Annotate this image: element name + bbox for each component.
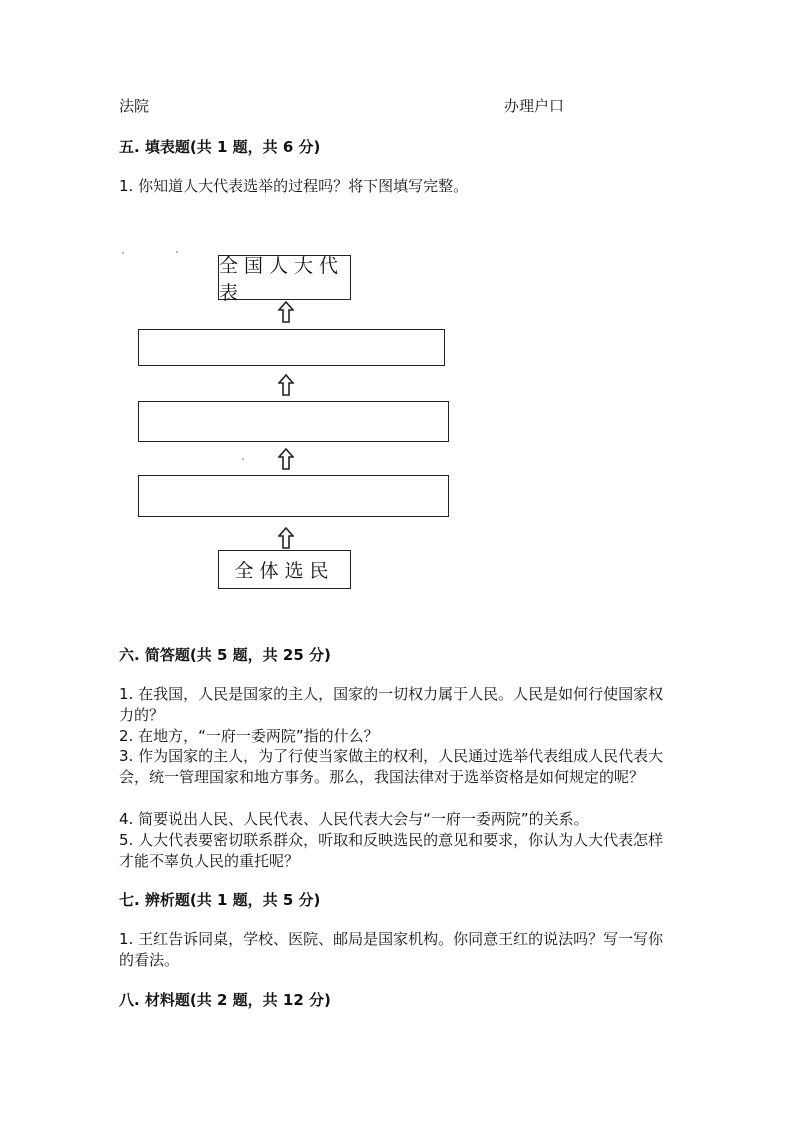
section6-question-3: 3. 作为国家的主人，为了行使当家做主的权利，人民通过选举代表组成人民代表大会，统一管理国家和地方事务。那么，我国法律对于选举资格是如何规定的呢？ [119, 747, 664, 786]
scan-speck [122, 252, 124, 254]
scan-speck [242, 458, 244, 460]
section7-question-1: 1. 王红告诉同桌，学校、医院、邮局是国家机构。你同意王红的说法吗？写一写你的看法。 [119, 930, 664, 969]
section6-question-1: 1. 在我国，人民是国家的主人，国家的一切权力属于人民。人民是如何行使国家权力的？ [119, 685, 664, 724]
prev-answer-court: 法院 [119, 97, 150, 115]
blank-box-county[interactable] [138, 475, 449, 517]
up-arrow-icon [278, 374, 294, 396]
blank-box-city[interactable] [138, 401, 449, 442]
box-national-deputies-label: 全国人大代表 [219, 254, 345, 304]
scan-speck [176, 251, 178, 253]
up-arrow-icon [278, 527, 294, 549]
section7-heading: 七. 辨析题(共 1 题，共 5 分) [119, 891, 321, 909]
box-all-voters-label: 全体选民 [234, 560, 335, 582]
section5-question-1: 1. 你知道人大代表选举的过程吗？将下图填写完整。 [119, 177, 469, 195]
section6-question-5: 5. 人大代表要密切联系群众，听取和反映选民的意见和要求，你认为人大代表怎样才能不辜负人民的重托呢？ [119, 831, 664, 870]
section5-heading: 五. 填表题(共 1 题，共 6 分) [119, 138, 321, 156]
section6-question-2: 2. 在地方，“一府一委两院”指的什么？ [119, 727, 379, 745]
blank-box-provincial[interactable] [138, 329, 445, 366]
box-national-deputies [218, 254, 351, 304]
box-all-voters [218, 550, 351, 589]
prev-answer-household: 办理户口 [504, 97, 565, 115]
up-arrow-icon [278, 301, 294, 323]
section6-question-4: 4. 简要说出人民、人民代表、人民代表大会与“一府一委两院”的关系。 [119, 810, 589, 828]
section8-heading: 八. 材料题(共 2 题，共 12 分) [119, 991, 331, 1009]
section6-heading: 六. 简答题(共 5 题，共 25 分) [119, 646, 331, 664]
up-arrow-icon [278, 448, 294, 470]
